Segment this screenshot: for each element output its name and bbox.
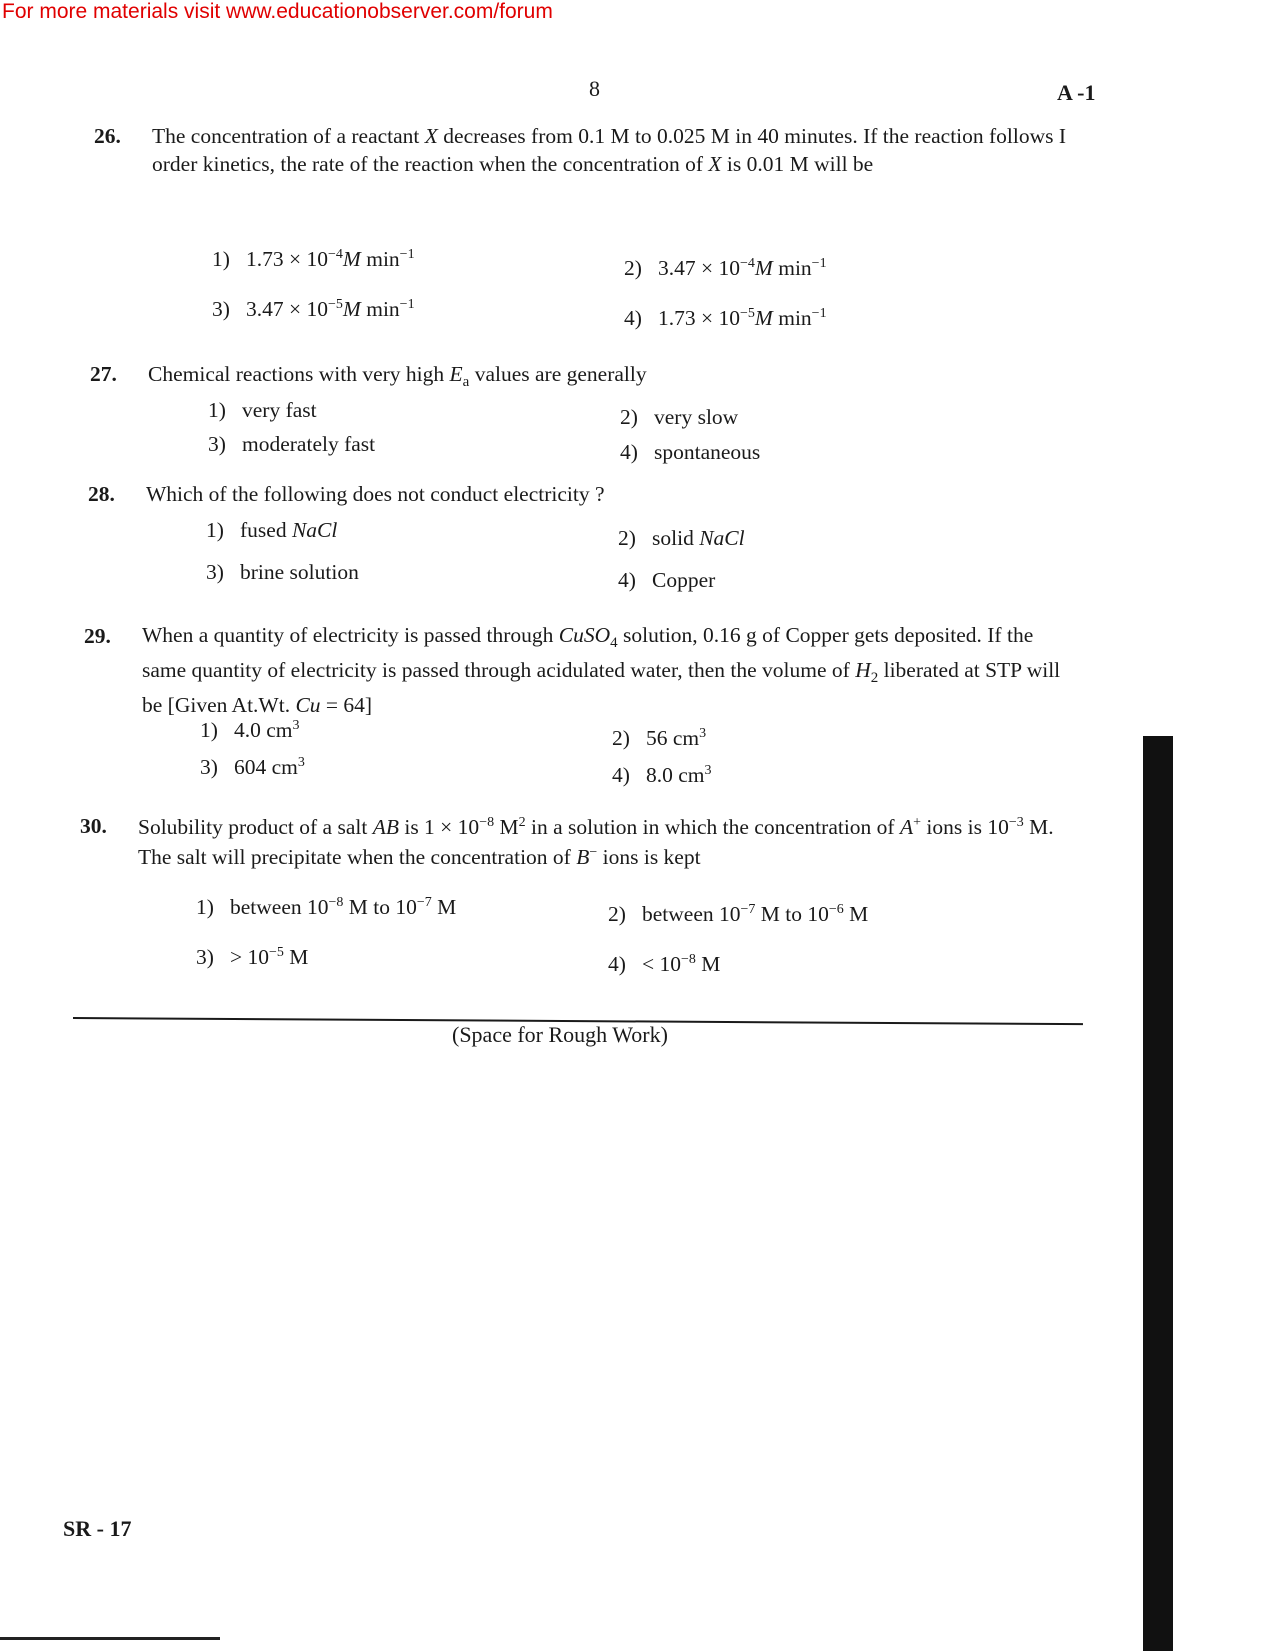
option-28-1[interactable]: 1) fused NaCl [206, 518, 338, 542]
option-26-4[interactable]: 4) $1.73 \times 10^{-5}M$ $\min^{-1}$ [624, 305, 827, 330]
paper-code: A -1 [1057, 80, 1096, 105]
question-number: 29. [84, 624, 111, 648]
rough-work-label: (Space for Rough Work) [452, 1022, 668, 1047]
option-30-1[interactable]: 1) between $10^{-8}$ M to $10^{-7}$ M [196, 894, 457, 919]
watermark-link[interactable]: For more materials visit www.educationobserver.com/forum [2, 0, 553, 23]
option-30-2[interactable]: 2) between $10^{-7}$ M to $10^{-6}$ M [608, 901, 869, 926]
option-26-3[interactable]: 3) $3.47 \times 10^{-5}M$ $\min^{-1}$ [212, 296, 415, 321]
question-number: 27. [90, 362, 117, 386]
option-26-1[interactable]: 1) $1.73 \times 10^{-4}M$ $\min^{-1}$ [212, 246, 415, 271]
option-29-4[interactable]: 4) 8.0 $cm^3$ [612, 762, 712, 787]
option-28-4[interactable]: 4) Copper [618, 568, 716, 592]
option-27-3[interactable]: 3) moderately fast [208, 432, 376, 456]
page-number: 8 [589, 76, 600, 101]
question-text: The concentration of a reactant X decreases from 0.1 M to 0.025 M in 40 minutes. If the reaction follows I order kinetics, the rate of the reaction when the concentration of X is 0.01 M will be [152, 124, 1067, 176]
option-28-3[interactable]: 3) brine solution [206, 560, 359, 584]
option-27-2[interactable]: 2) very slow [620, 405, 739, 429]
option-27-4[interactable]: 4) spontaneous [620, 440, 761, 464]
option-27-1[interactable]: 1) very fast [208, 398, 317, 422]
option-29-3[interactable]: 3) 604 $cm^3$ [200, 754, 305, 779]
question-text: Solubility product of a salt AB is $1 \times 10^{-8}$ $M^2$ in a solution in which the concentration of A+ ions is $10^{-3}$ M. The salt will precipitate when the concentration of B− ions is kept [138, 814, 1054, 869]
option-28-2[interactable]: 2) solid NaCl [618, 526, 745, 550]
option-30-4[interactable]: $4) < 10^{-8}$ M [608, 951, 721, 976]
question-text: Which of the following does not conduct electricity ? [146, 482, 605, 506]
question-text: Chemical reactions with very high $E_a$ values are generally [148, 362, 647, 390]
question-text: When a quantity of electricity is passed through CuSO$_4$ solution, 0.16 g of Copper gets deposited. If the same quantity of electricity is passed through acidulated water, then the volume of $H_2$ liberated at STP will be [Given At.Wt. Cu = 64] [142, 623, 1061, 717]
option-30-3[interactable]: $3) > 10^{-5}$ M [196, 944, 309, 969]
series-code: SR - 17 [63, 1516, 132, 1541]
scan-bottom-line [0, 1637, 220, 1640]
option-29-1[interactable]: 1) 4.0 $cm^3$ [200, 717, 300, 742]
option-26-2[interactable]: 2) $3.47 \times 10^{-4}M$ $\min^{-1}$ [624, 255, 827, 280]
question-number: 30. [80, 814, 107, 838]
question-number: 26. [94, 124, 121, 148]
scan-edge-bar [1143, 736, 1173, 1651]
option-29-2[interactable]: 2) 56 $cm^3$ [612, 725, 707, 750]
question-number: 28. [88, 482, 115, 506]
